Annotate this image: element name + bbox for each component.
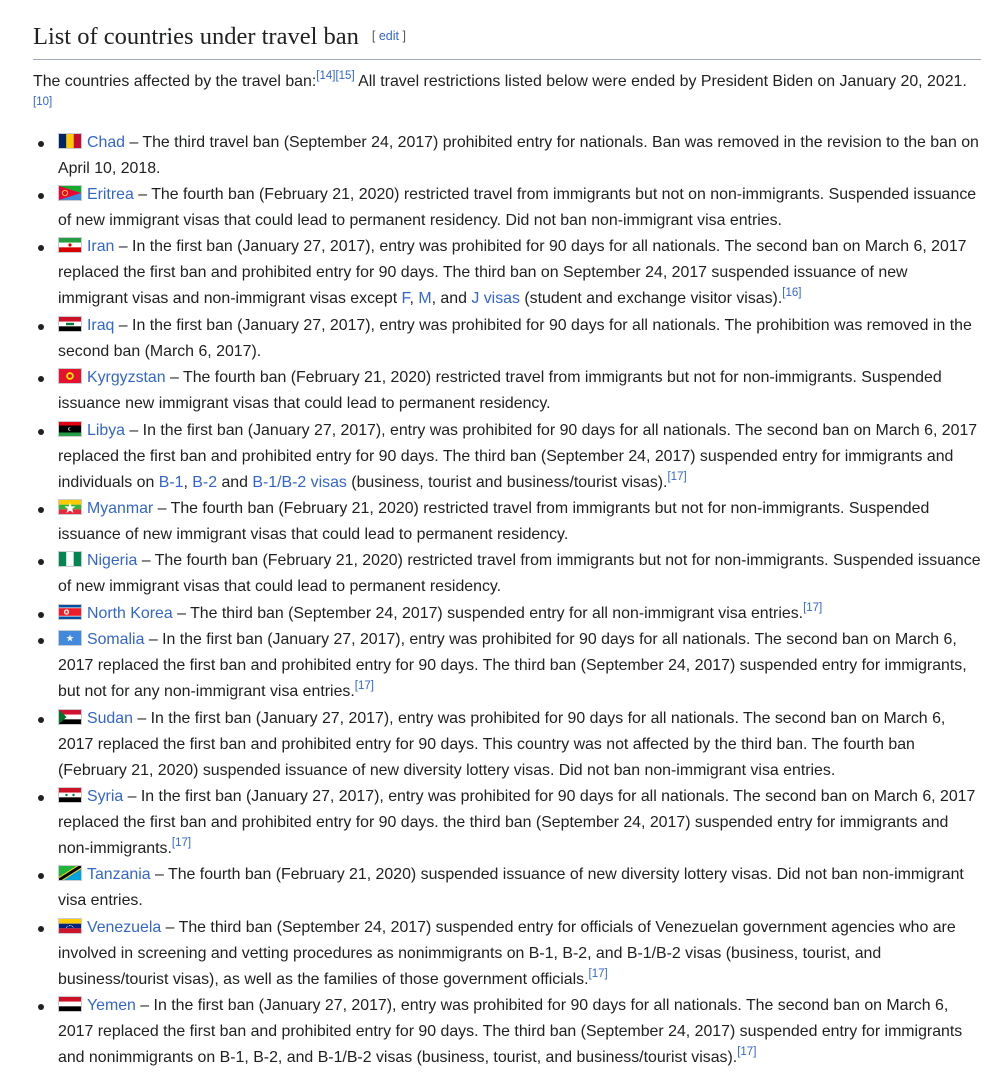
country-link-chad[interactable]: Chad <box>87 133 125 151</box>
item-text: – The fourth ban (February 21, 2020) restricted travel from immigrants but not for non-immigrants. Suspended issuance of new immigrant visas that could lead to permanent residency. <box>58 499 930 543</box>
item-text: – In the first ban (January 27, 2017), entry was prohibited for 90 days for all nationals. The second ban on March 6, 2017 replaced the first ban and prohibited entry for 90 days. the third ban (September 24, 2017) suspended entry for immigrants and non-immigrants. <box>58 787 976 857</box>
visa-link-f[interactable]: F <box>401 290 410 308</box>
venezuela-flag-icon <box>58 918 82 934</box>
section-heading <box>33 22 981 60</box>
chad-flag-icon <box>58 133 82 149</box>
list-item <box>33 706 981 784</box>
item-text: (business, tourist and business/tourist visas). <box>346 473 668 491</box>
edit-section: [ edit ] <box>371 29 406 43</box>
item-text: (student and exchange visitor visas). <box>519 290 783 308</box>
country-link-somalia[interactable]: Somalia <box>87 631 145 649</box>
iraq-flag-icon <box>58 316 82 332</box>
country-link-nigeria[interactable]: Nigeria <box>87 552 138 570</box>
item-text: – In the first ban (January 27, 2017), entry was prohibited for 90 days for all nationals. The second ban on March 6, 2017 replaced the first ban and prohibited entry for 90 days. The third ban (September 24, 2017) suspended entry for immigrants and individuals on <box>58 421 978 491</box>
citation <box>355 680 374 692</box>
country-link-myanmar[interactable]: Myanmar <box>87 499 154 517</box>
list-item <box>33 418 981 496</box>
visa-link-b2[interactable]: B-2 <box>192 473 218 491</box>
item-text: – In the first ban (January 27, 2017), entry was prohibited for 90 days for all nationals. The second ban on March 6, 2017 replaced the first ban and prohibited entry for 90 days. The third ban on September 24, 2017 suspended issuance of new immigrant visas and non-immigrant visas except <box>58 238 967 308</box>
list-item <box>33 915 981 993</box>
citation-link[interactable]: [16] <box>782 287 802 300</box>
item-text: – The third travel ban (September 24, 2017) prohibited entry for nationals. Ban was removed in the revision to the ban on April 10, 2018. <box>58 133 979 177</box>
country-link-libya[interactable]: Libya <box>87 421 125 439</box>
citation <box>667 471 686 483</box>
visa-link-j[interactable]: J visas <box>471 290 520 308</box>
country-link-yemen[interactable]: Yemen <box>87 997 136 1015</box>
citation <box>316 70 335 82</box>
citation-link[interactable]: [14] <box>316 69 336 82</box>
syria-flag-icon <box>58 787 82 803</box>
citation <box>803 602 822 614</box>
list-item <box>33 496 981 548</box>
citation <box>782 287 801 299</box>
item-text: – The fourth ban (February 21, 2020) suspended issuance of new diversity lottery visas. Did not ban non-immigrant visa entries. <box>58 866 964 910</box>
list-item <box>33 627 981 705</box>
myanmar-flag-icon <box>58 499 82 515</box>
article-section <box>33 0 981 1071</box>
north-korea-flag-icon <box>58 604 82 620</box>
item-text: – In the first ban (January 27, 2017), entry was prohibited for 90 days for all nationals. The second ban on March 6, 2017 replaced the first ban and prohibited entry for 90 days. The third ban (September 24, 2017) suspended entry for immigrants, but not for any non-immigrant visa entries. <box>58 631 967 701</box>
citation-link[interactable]: [17] <box>667 470 687 483</box>
citation-link[interactable]: [10] <box>33 95 53 108</box>
iran-flag-icon <box>58 237 82 253</box>
citation-link[interactable]: [17] <box>171 836 192 849</box>
citation <box>172 837 191 849</box>
list-item <box>33 548 981 600</box>
country-link-eritrea[interactable]: Eritrea <box>87 186 134 204</box>
country-link-tanzania[interactable]: Tanzania <box>87 866 151 884</box>
intro-text: All travel restrictions listed below were ended by President Biden on January 20, 2021. <box>354 72 967 90</box>
item-text: – The fourth ban (February 21, 2020) restricted travel from immigrants but not for non-immigrants. Suspended issuance new immigrant visas that could lead to permanent residency. <box>58 369 942 413</box>
tanzania-flag-icon <box>58 865 82 881</box>
citation <box>33 96 52 108</box>
nigeria-flag-icon <box>58 551 82 567</box>
country-list <box>33 130 981 1071</box>
visa-link-b1-b2[interactable]: B-1/B-2 visas <box>252 473 347 491</box>
citation <box>335 70 354 82</box>
list-item <box>33 130 981 182</box>
list-item <box>33 993 981 1071</box>
intro-text: The countries affected by the travel ban: <box>33 72 317 90</box>
item-text: – The third ban (September 24, 2017) suspended entry for all non-immigrant visa entries. <box>172 604 804 622</box>
visa-link-m[interactable]: M <box>418 290 432 308</box>
country-link-iran[interactable]: Iran <box>87 238 115 256</box>
yemen-flag-icon <box>58 996 82 1012</box>
item-text: – The fourth ban (February 21, 2020) restricted travel from immigrants but not for non-immigrants. Suspended issuance of new immigrant visas that could lead to permanent residency. <box>58 552 981 596</box>
sudan-flag-icon <box>58 709 82 725</box>
visa-link-b1[interactable]: B-1 <box>158 473 184 491</box>
item-text: , and <box>431 290 472 308</box>
list-item <box>33 601 981 627</box>
item-text: , <box>409 290 419 308</box>
item-text: – In the first ban (January 27, 2017), entry was prohibited for 90 days for all nationals. The prohibition was removed in the second ban (March 6, 2017). <box>58 316 972 360</box>
eritrea-flag-icon <box>58 185 82 201</box>
country-link-north-korea[interactable]: North Korea <box>87 604 173 622</box>
citation-link[interactable]: [17] <box>588 967 608 980</box>
country-link-syria[interactable]: Syria <box>87 787 124 805</box>
citation-link[interactable]: [17] <box>354 680 374 693</box>
item-text: – In the first ban (January 27, 2017), entry was prohibited for 90 days for all nationals. The second ban on March 6, 2017 replaced the first ban and prohibited entry for 90 days. This country was not affected by the third ban. The fourth ban (February 21, 2020) suspended issuance of new diversity lottery visas. Did not ban non-immigrant visa entries. <box>58 709 946 779</box>
item-text: – The third ban (September 24, 2017) suspended entry for officials of Venezuelan government agencies who are involved in screening and vetting procedures as nonimmigrants on B-1, B-2, and B-1/B-2 visas (business, tourist, and business/tourist visas), as well as the families of those government officials. <box>58 918 956 988</box>
country-link-sudan[interactable]: Sudan <box>87 709 133 727</box>
item-text: , <box>183 473 193 491</box>
list-item <box>33 182 981 234</box>
country-link-iraq[interactable]: Iraq <box>87 316 115 334</box>
citation-link[interactable]: [15] <box>335 69 355 82</box>
list-item <box>33 313 981 365</box>
citation-link[interactable]: [17] <box>803 601 823 614</box>
list-item <box>33 234 981 312</box>
citation <box>589 968 608 980</box>
item-text: – In the first ban (January 27, 2017), entry was prohibited for 90 days for all nationals. The second ban on March 6, 2017 replaced the first ban and prohibited entry for 90 days. The third ban (September 24, 2017) suspended entry for immigrants and nonimmigrants on B-1, B-2, and B-1/B-2 visas (business, tourist, and business/tourist visas). <box>58 997 963 1067</box>
country-link-kyrgyzstan[interactable]: Kyrgyzstan <box>87 369 166 387</box>
intro-paragraph <box>33 69 981 121</box>
list-item <box>33 862 981 914</box>
list-item <box>33 784 981 862</box>
edit-link[interactable]: edit <box>378 29 399 43</box>
libya-flag-icon <box>58 421 82 437</box>
item-text: and <box>217 473 253 491</box>
list-item <box>33 365 981 417</box>
country-link-venezuela[interactable]: Venezuela <box>87 918 162 936</box>
section-title: List of countries under travel ban <box>33 23 359 50</box>
citation-link[interactable]: [17] <box>737 1046 757 1059</box>
citation <box>737 1046 756 1058</box>
somalia-flag-icon <box>58 630 82 646</box>
kyrgyzstan-flag-icon <box>58 368 82 384</box>
item-text: – The fourth ban (February 21, 2020) restricted travel from immigrants but not on non-immigrants. Suspended issuance of new immigrant visas that could lead to permanent residency. Did not ban non-immigrant visa entries. <box>58 186 977 230</box>
